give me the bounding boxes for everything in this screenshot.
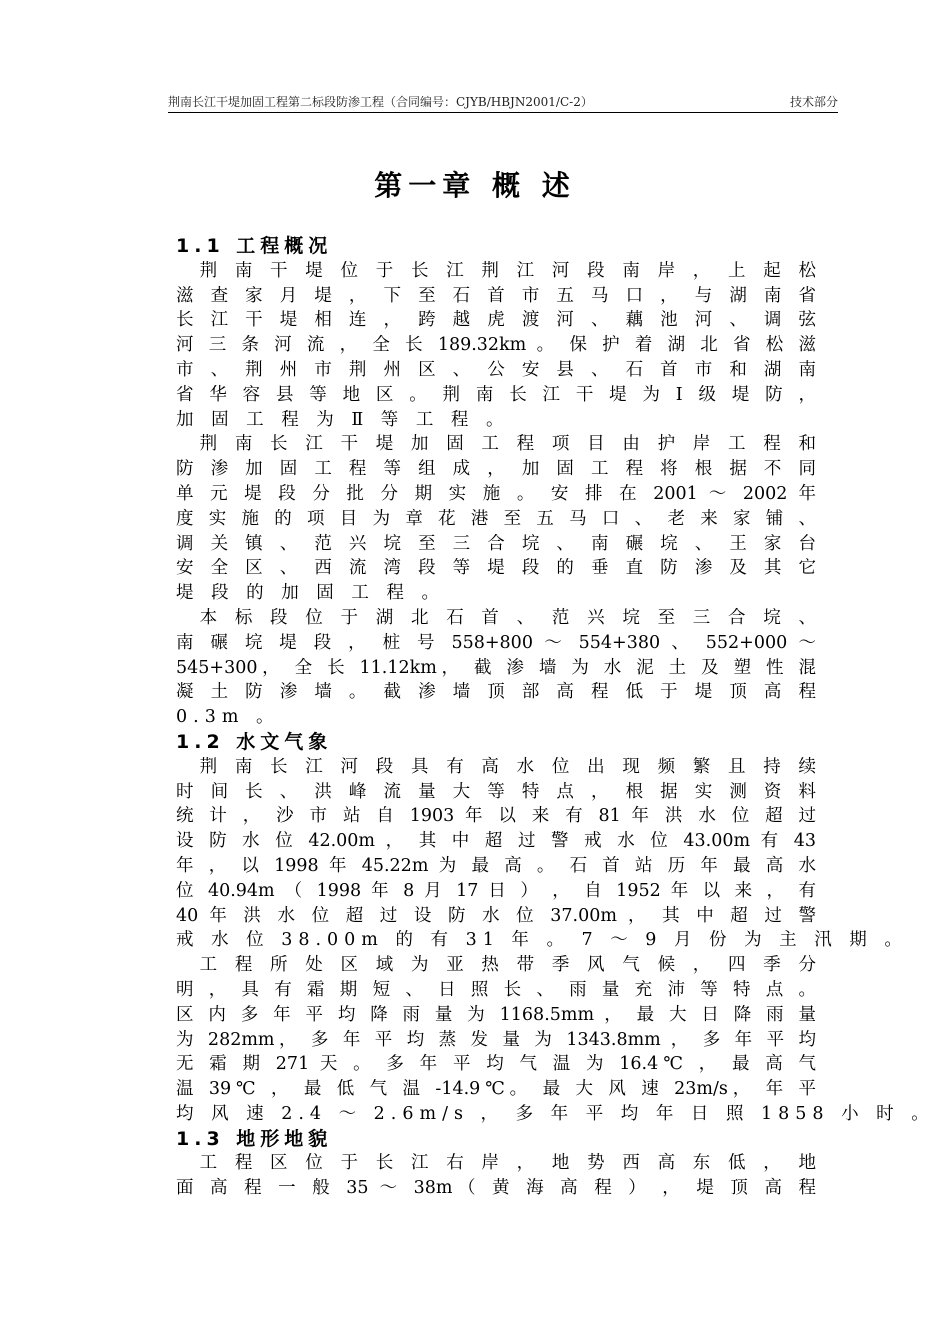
text-line: 凝 土 防 渗 墙 。 截 渗 墙 顶 部 高 程 低 于 堤 顶 高 程 — [176, 682, 816, 703]
text-line: 加 固 工 程 为 Ⅱ 等 工 程 。 — [176, 409, 510, 430]
page-header — [168, 94, 838, 113]
text-line: 年 ， 以 1998 年 45.22m 为 最 高 。 石 首 站 历 年 最 高 水 — [176, 855, 816, 876]
text-line: 工 程 所 处 区 域 为 亚 热 带 季 风 气 候 ， 四 季 分 — [176, 955, 816, 976]
text-line: 调 关 镇 、 范 兴 垸 至 三 合 垸 、 南 碾 垸 、 王 家 台 — [176, 533, 816, 554]
text-line: 545+300， 全 长 11.12km， 截 渗 墙 为 水 泥 土 及 塑 性 混 — [176, 657, 816, 678]
section-heading: 1.3 地形地貌 — [176, 1127, 333, 1150]
paragraph — [176, 1151, 816, 1201]
text-line: 本 标 段 位 于 湖 北 石 首 、 范 兴 垸 至 三 合 垸 、 — [176, 607, 816, 628]
text-line: 0.3m 。 — [176, 707, 280, 728]
text-line: 市 、 荆 州 市 荆 州 区 、 公 安 县 、 石 首 市 和 湖 南 — [176, 359, 816, 380]
text-line: 河 三 条 河 流 ， 全 长 189.32km 。 保 护 着 湖 北 省 松 滋 — [176, 335, 816, 356]
text-line: 省 华 容 县 等 地 区 。 荆 南 长 江 干 堤 为 Ⅰ 级 堤 防 ， — [176, 384, 816, 405]
text-line: 温 39℃ ， 最 低 气 温 -14.9℃。 最 大 风 速 23m/s， 年 平 — [176, 1079, 816, 1100]
text-line: 荆 南 长 江 干 堤 加 固 工 程 项 目 由 护 岸 工 程 和 — [176, 434, 816, 455]
text-line: 均 风 速 2.4 ～ 2.6m/s ， 多 年 平 均 年 日 照 1858 小 时 。 — [176, 1103, 935, 1124]
document-body — [176, 234, 935, 1201]
paragraph — [176, 606, 816, 730]
text-line: 南 碾 垸 堤 段 ， 桩 号 558+800 ～ 554+380 、 552+000 ～ — [176, 632, 816, 653]
chapter-title: 第一章 概 述 — [374, 169, 576, 202]
text-line: 统 计 ， 沙 市 站 自 1903 年 以 来 有 81 年 洪 水 位 超 过 — [176, 806, 816, 827]
text-line: 工 程 区 位 于 长 江 右 岸 ， 地 势 西 高 东 低 ， 地 — [176, 1153, 816, 1174]
text-line: 40 年 洪 水 位 超 过 设 防 水 位 37.00m ， 其 中 超 过 警 — [176, 905, 816, 926]
paragraph — [176, 259, 816, 433]
text-line: 位 40.94m （ 1998 年 8 月 17 日 ） ， 自 1952 年 以 来 ， 有 — [176, 880, 816, 901]
text-line: 无 霜 期 271 天 。 多 年 平 均 气 温 为 16.4℃ ， 最 高 气 — [176, 1054, 816, 1075]
header-section-label: 技术部分 — [789, 95, 838, 109]
text-line: 荆 南 干 堤 位 于 长 江 荆 江 河 段 南 岸 ， 上 起 松 — [176, 260, 816, 281]
text-line: 明 ， 具 有 霜 期 短 、 日 照 长 、 雨 量 充 沛 等 特 点 。 — [176, 979, 816, 1000]
text-line: 面 高 程 一 般 35 ～ 38m（ 黄 海 高 程 ） ， 堤 顶 高 程 — [176, 1178, 816, 1199]
section-heading: 1.2 水文气象 — [176, 730, 333, 753]
text-line: 滋 查 家 月 堤 ， 下 至 石 首 市 五 马 口 ， 与 湖 南 省 — [176, 285, 816, 306]
text-line: 度 实 施 的 项 目 为 章 花 港 至 五 马 口 、 老 来 家 铺 、 — [176, 508, 816, 529]
text-line: 区 内 多 年 平 均 降 雨 量 为 1168.5mm ， 最 大 日 降 雨 量 — [176, 1004, 816, 1025]
paragraph — [176, 432, 816, 606]
text-line: 防 渗 加 固 工 程 等 组 成 ， 加 固 工 程 将 根 据 不 同 — [176, 459, 816, 480]
text-line: 为 282mm， 多 年 平 均 蒸 发 量 为 1343.8mm ， 多 年 平 均 — [176, 1029, 816, 1050]
text-line: 堤 段 的 加 固 工 程 。 — [176, 583, 445, 604]
text-line: 时 间 长 、 洪 峰 流 量 大 等 特 点 ， 根 据 实 测 资 料 — [176, 781, 816, 802]
text-line: 单 元 堤 段 分 批 分 期 实 施 。 安 排 在 2001 ～ 2002 年 — [176, 483, 816, 504]
text-line: 设 防 水 位 42.00m ， 其 中 超 过 警 戒 水 位 43.00m 有 43 — [176, 831, 816, 852]
section-heading: 1.1 工程概况 — [176, 235, 333, 257]
text-line: 戒 水 位 38.00m 的 有 31 年 。 7 ～ 9 月 份 为 主 汛 期 。 — [176, 930, 908, 951]
text-line: 荆 南 长 江 河 段 具 有 高 水 位 出 现 频 繁 且 持 续 — [176, 756, 816, 777]
text-line: 安 全 区 、 西 流 湾 段 等 堤 段 的 垂 直 防 渗 及 其 它 — [176, 558, 816, 579]
header-title: 荆南长江干堤加固工程第二标段防渗工程（合同编号：CJYB/HBJN2001/C-2） — [168, 95, 593, 109]
paragraph — [176, 755, 908, 953]
paragraph — [176, 953, 935, 1127]
text-line: 长 江 干 堤 相 连 ， 跨 越 虎 渡 河 、 藕 池 河 、 调 弦 — [176, 310, 816, 331]
